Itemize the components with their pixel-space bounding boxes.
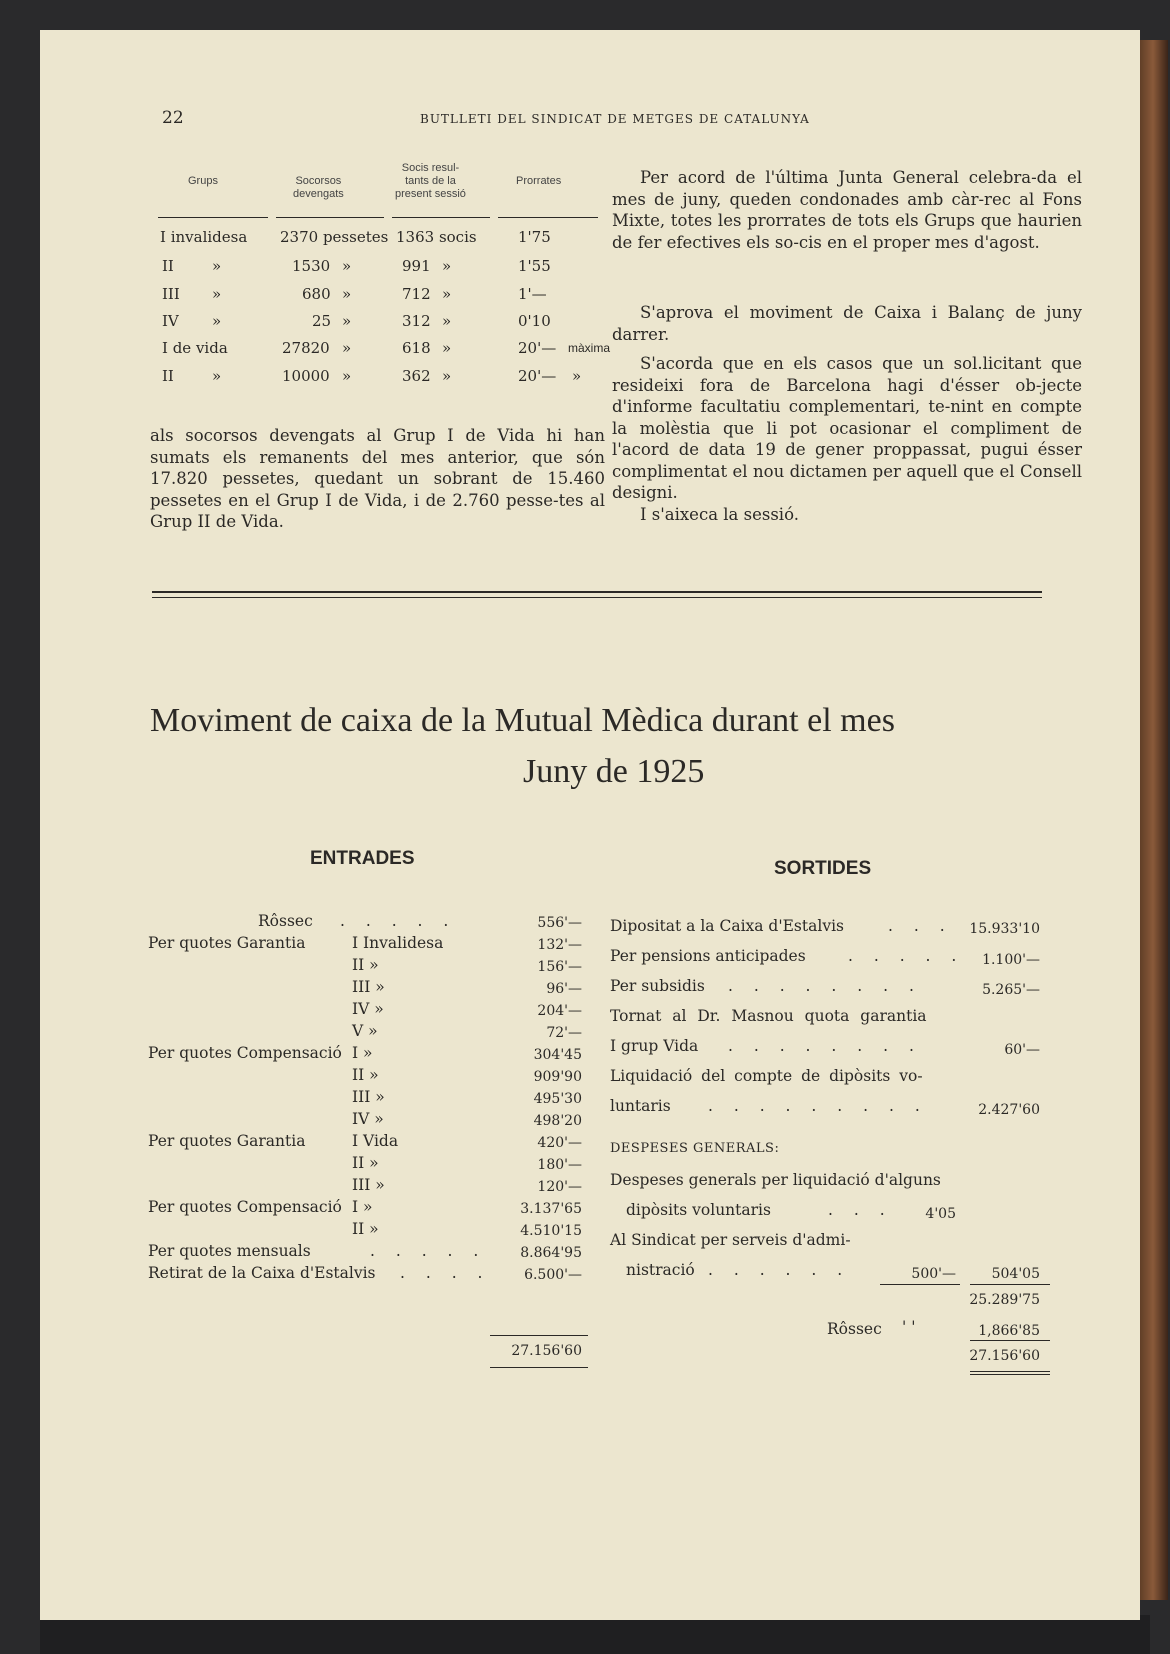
total-rule	[970, 1371, 1050, 1372]
table-header-prorrates: Prorrates	[516, 175, 562, 187]
scan-border	[40, 1615, 1150, 1654]
total-rule	[970, 1374, 1050, 1375]
total-rule	[490, 1367, 588, 1368]
right-paragraph: S'aprova el moviment de Caixa i Balanç de juny darrer.	[612, 303, 1082, 344]
sortides-total: 27.156'60	[969, 1348, 1040, 1364]
subtotal-rule	[880, 1284, 960, 1285]
right-paragraph: Per acord de l'última Junta General celebra-da el mes de juny, queden condonades amb càr-rec al Fons Mixte, totes les prorrates de tots els Grups que haurien de fer efectives els so-cis en el proper mes d'agost.	[612, 168, 1082, 252]
book-spine	[1138, 40, 1168, 1600]
section-rule	[152, 591, 1042, 593]
section-rule	[152, 597, 1042, 598]
header-rule	[276, 217, 384, 218]
page-subtitle: Juny de 1925	[523, 753, 705, 790]
rossec-label: Rôssec	[827, 1320, 882, 1338]
table-header-socis: Socis resul- tants de la present sessió	[395, 162, 466, 200]
subtotal-rule	[970, 1284, 1050, 1285]
total-rule	[970, 1340, 1050, 1341]
header-rule	[498, 217, 598, 218]
right-paragraph: S'acorda que en els casos que un sol.licitant que resideixi fora de Barcelona hagi d'ésser ob-jecte d'informe facultatiu complementari, te-nint en compte la molèstia que li pot ocasionar el compliment de l'acord de data 19 de gener proppassat, pugui ésser complimentat el nou dictamen per aquell que el Consell designi.	[612, 354, 1082, 502]
entrades-total: 27.156'60	[511, 1343, 582, 1359]
page-number: 22	[162, 108, 184, 128]
sortides-heading: SORTIDES	[774, 858, 872, 879]
entrades-heading: ENTRADES	[310, 848, 415, 869]
rossec-amount: 1,866'85	[978, 1323, 1040, 1339]
left-paragraph: als socorsos devengats al Grup I de Vida hi han sumats els remanents del mes anterior, que són 17.820 pessetes, quedant un sobrant de 15.460 pessetes en el Grup I de Vida, i de 2.760 pesse-tes al Grup II de Vida.	[150, 426, 605, 531]
right-paragraph: I s'aixeca la sessió.	[640, 505, 799, 524]
table-header-socorsos: Socorsos devengats	[293, 175, 344, 200]
total-rule	[490, 1335, 588, 1336]
document-page: 22 BUTLLETI DEL SINDICAT DE METGES DE CATALUNYA Grups Socorsos devengats Socis resul- tants de la present sessió Prorrates I invalidesa 2370 pessetes 1363 socis 1'75 II » 1530 » 991 » 1'55 III » 680 » 712 » 1'— IV » 25 » 312 » 0'10 I de vida 27820 » 618 » 20'— màxima II » 10000 » 362 » 20'— » als socorsos devengats al Grup I de Vida hi han sumats els remanents del mes anterior, que són 17.820 pessetes, quedant un sobrant de 15.460 pessetes en el Grup I de Vida, i de 2.760 pesse-tes al Grup II de Vida. Per acord de l'última Junta General celebra-da el mes de juny, queden condonades amb càr-rec al Fons Mixte, totes les prorrates de tots els Grups que haurien de fer efectives els so-cis en el proper mes d'agost. S'aprova el moviment de Caixa i Balanç de juny darrer. S'acorda que en els casos que un sol.licitant que resideixi fora de Barcelona hagi d'ésser ob-jecte d'informe facultatiu complementari, te-nint en compte la molèstia que li pot ocasionar el compliment de l'acord de data 19 de gener proppassat, pugui ésser complimentat el nou dictamen per aquell que el Consell designi. I s'aixeca la sessió. Moviment de caixa de la Mutual Mèdica durant el mes Juny de 1925 ENTRADES SORTIDES Rôssec . . . . . 556'— Per quotes Garantia I Invalidesa 132'— II » 156'— III » 96'— IV » 204'— V » 72'— Per quotes Compensació I » 304'45 II » 909'90 III » 495'30 IV » 498'20 Per quotes Garantia I Vida 420'— II » 180'— III » 120'— Per quotes Compensació I » 3.137'65 II » 4.510'15 Per quotes mensuals . . . . . 8.864'95 Retirat de la Caixa d'Estalvis . . . . 6.500'— 27.156'60 Dipositat a la Caixa d'Estalvis . . . 15.933'10 Per pensions anticipades . . . . . 1.100'— Per subsidis . . . . . . . . 5.265'— Tornat al Dr. Masnou quota garantia I grup Vida . . . . . . . . 60'— Liquidació del compte de dipòsits vo- luntaris . . . . . . . . . 2.427'60 DESPESES GENERALS: Despeses generals per liquidació d'alguns dipòsits voluntaris . . . 4'05 Al Sindicat per serveis d'admi- nistració . . . . . . 500'— 504'05 25.289'75 Rôssec ' ' 1,866'85 27.156'60	[40, 30, 1140, 1620]
page-title: Moviment de caixa de la Mutual Mèdica durant el mes	[150, 702, 895, 739]
rossec-marks: ' '	[902, 1318, 916, 1336]
header-rule	[392, 217, 490, 218]
sortides-subtotal: 25.289'75	[969, 1292, 1040, 1308]
table-header-grups: Grups	[188, 175, 218, 187]
header-rule	[158, 217, 268, 218]
running-header: BUTLLETI DEL SINDICAT DE METGES DE CATALUNYA	[420, 112, 810, 126]
